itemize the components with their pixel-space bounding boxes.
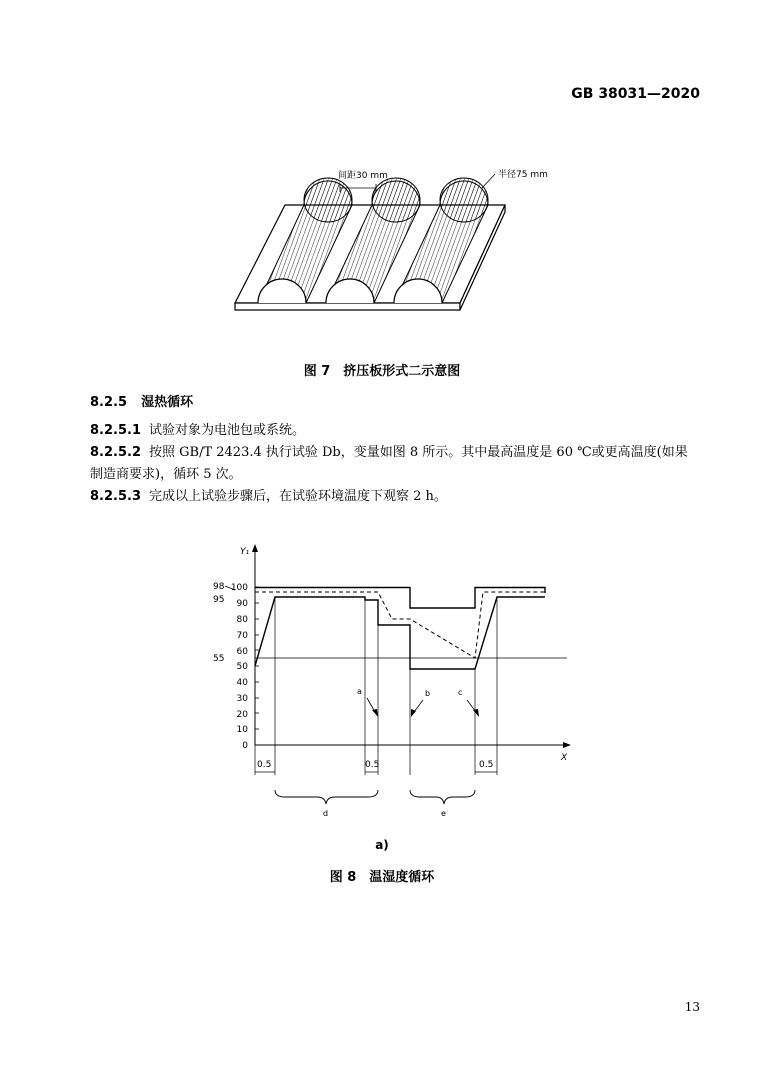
y-tick: 30 bbox=[236, 694, 248, 704]
brace-d bbox=[275, 790, 378, 804]
tick-95: 95 bbox=[213, 595, 225, 605]
annotation-a: a bbox=[357, 687, 362, 696]
interval-label: 0.5 bbox=[479, 760, 494, 770]
annotation-e: e bbox=[441, 809, 446, 818]
y-tick: 20 bbox=[236, 710, 248, 720]
annotation-b: b bbox=[425, 689, 431, 698]
x-axis-arrow bbox=[563, 742, 571, 748]
y-tick: 60 bbox=[236, 647, 248, 657]
tick-55: 55 bbox=[213, 654, 225, 664]
y-tick: 0 bbox=[242, 741, 248, 751]
radius-label: 半径75 mm bbox=[498, 170, 548, 180]
brace-e bbox=[410, 790, 475, 804]
y-tick: 100 bbox=[230, 583, 248, 593]
y-axis-label: Y₁ bbox=[240, 547, 250, 557]
y-tick: 40 bbox=[236, 678, 248, 688]
interval-label: 0.5 bbox=[257, 760, 272, 770]
page-number: 13 bbox=[684, 1000, 700, 1014]
humidity-curve bbox=[255, 588, 545, 609]
paragraph-2 bbox=[90, 442, 690, 486]
y-tick: 50 bbox=[236, 662, 248, 672]
section-number: 8.2.5 bbox=[90, 395, 128, 410]
figure-8-caption: 图 8 温湿度循环 bbox=[329, 870, 435, 885]
tick-98: 98 bbox=[213, 582, 225, 592]
spacing-label: 间距30 mm bbox=[338, 171, 388, 181]
y-tick: 10 bbox=[236, 725, 248, 735]
paragraph-1 bbox=[90, 420, 690, 442]
paragraph-3 bbox=[90, 486, 690, 508]
y-tick-labels bbox=[231, 583, 248, 751]
paragraph-text: 按照 GB/T 2423.4 执行试验 Db，变量如图 8 所示。其中最高温度是 60 ℃或更高温度(如果制造商要求)，循环 5 次。 bbox=[90, 445, 688, 482]
paragraph-number: 8.2.5.1 bbox=[90, 423, 141, 438]
paragraph-text: 完成以上试验步骤后，在试验环境温度下观察 2 h。 bbox=[149, 489, 447, 504]
plate-front bbox=[235, 303, 460, 310]
figure-8-chart bbox=[195, 540, 585, 830]
paragraph-number: 8.2.5.2 bbox=[90, 445, 141, 460]
figure-7-caption: 图 7 挤压板形式二示意图 bbox=[303, 364, 461, 379]
y-tick: 90 bbox=[236, 599, 248, 609]
figure-7-drawing bbox=[220, 160, 548, 320]
interval-label: 0.5 bbox=[365, 760, 380, 770]
figure-8-sub-label: a) bbox=[375, 838, 389, 852]
section-heading bbox=[90, 392, 193, 414]
y-axis-arrow bbox=[252, 544, 258, 552]
x-axis-label: X bbox=[561, 753, 568, 763]
annotation-d: d bbox=[323, 809, 329, 818]
section-title: 湿热循环 bbox=[141, 395, 194, 410]
standard-code: GB 38031—2020 bbox=[571, 86, 700, 102]
annotation-c: c bbox=[458, 688, 463, 697]
y-tick: 80 bbox=[236, 615, 248, 625]
paragraph-number: 8.2.5.3 bbox=[90, 489, 141, 504]
paragraph-text: 试验对象为电池包或系统。 bbox=[149, 423, 306, 438]
y-tick: 70 bbox=[236, 631, 248, 641]
